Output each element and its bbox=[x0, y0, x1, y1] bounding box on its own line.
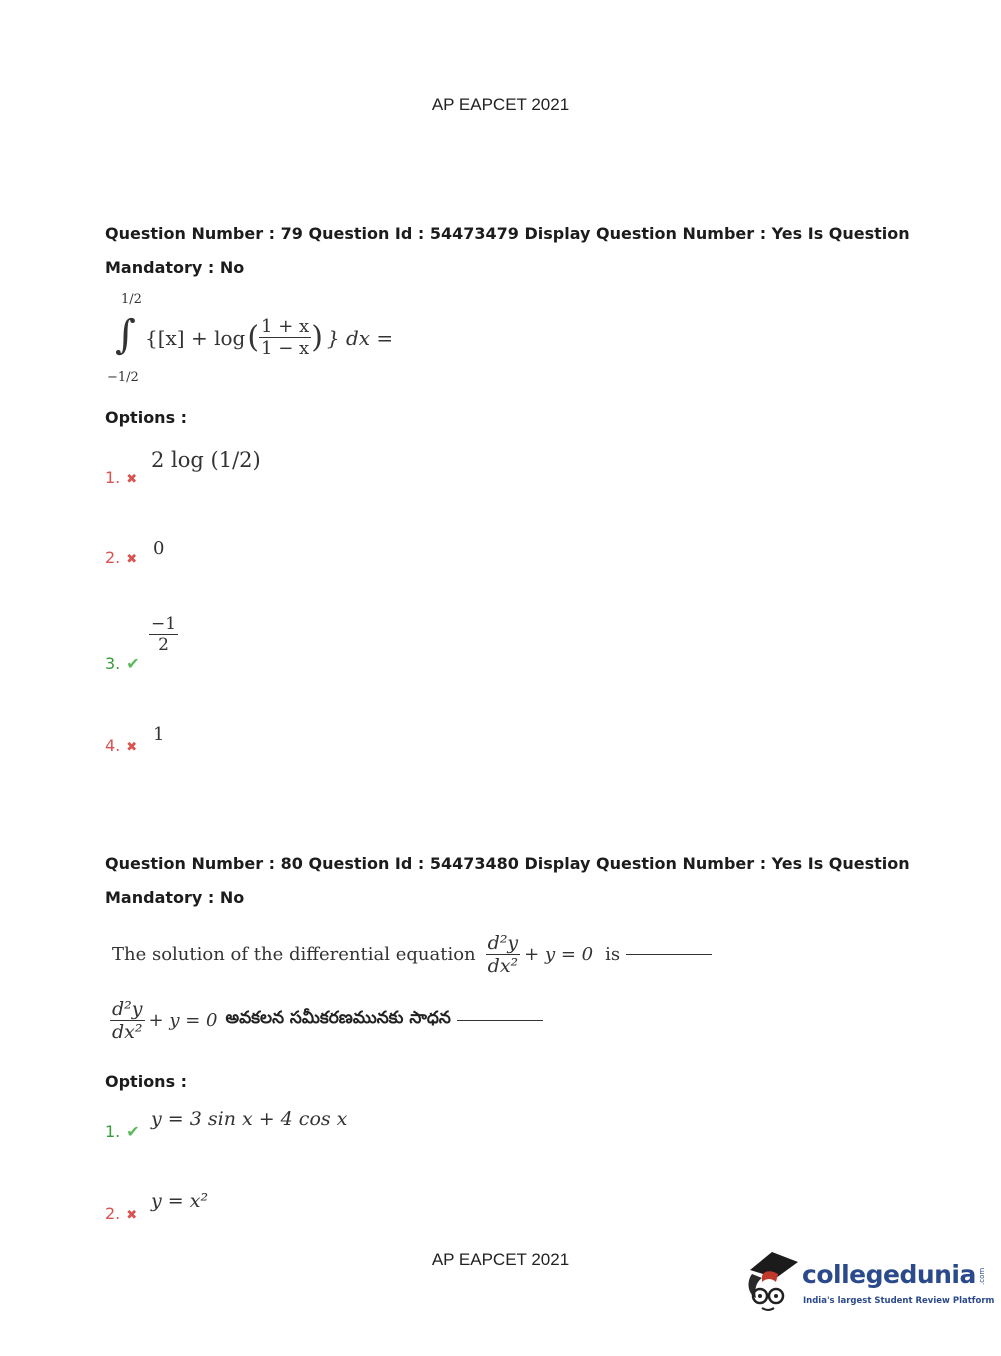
question-79-header-line2: Mandatory : No bbox=[105, 258, 245, 277]
option-text: 0 bbox=[153, 538, 165, 559]
question-79-header bbox=[105, 217, 910, 285]
option-number bbox=[105, 1204, 137, 1223]
option-text: 2 log (1/2) bbox=[151, 448, 261, 472]
integrand-end: } dx = bbox=[326, 325, 394, 350]
derivative-fraction bbox=[486, 932, 521, 977]
option-fraction bbox=[149, 614, 178, 655]
option-number bbox=[105, 548, 137, 567]
logo-text bbox=[802, 1260, 1001, 1289]
option-number bbox=[105, 654, 140, 673]
question-79-option-1[interactable] bbox=[105, 444, 405, 487]
question-80-header-line2: Mandatory : No bbox=[105, 888, 245, 907]
option-number-label: 3. bbox=[105, 654, 121, 673]
statement-en-prefix: The solution of the differential equation bbox=[112, 943, 476, 965]
option-number-label: 1. bbox=[105, 468, 121, 487]
collegedunia-logo[interactable] bbox=[742, 1248, 995, 1318]
cross-icon: ✖ bbox=[126, 552, 138, 567]
question-80-statement-te bbox=[110, 990, 543, 1050]
logo-suffix: .com bbox=[977, 1267, 986, 1285]
integrand-fraction-numerator: 1 + x bbox=[261, 316, 310, 337]
statement-en-suffix: is bbox=[605, 943, 621, 965]
check-icon: ✔ bbox=[126, 1122, 140, 1141]
option-fraction-denominator: 2 bbox=[158, 635, 169, 655]
integrand-start: {[x] + log bbox=[145, 325, 246, 350]
question-80-options-label: Options : bbox=[105, 1072, 188, 1091]
statement-te-text: అవకలన సమీకరణమునకు సాధన bbox=[225, 1008, 451, 1028]
answer-blank-te bbox=[457, 1020, 543, 1021]
question-80-statement-en bbox=[112, 924, 712, 984]
integral-sign: ∫ bbox=[115, 312, 136, 358]
derivative-fraction-te bbox=[110, 998, 145, 1043]
question-80-header-line1: Question Number : 80 Question Id : 54473480 Display Question Number : Yes Is Question bbox=[105, 854, 910, 873]
option-text: y = 3 sin x + 4 cos x bbox=[151, 1108, 348, 1130]
integrand-fraction bbox=[259, 316, 311, 359]
question-79-header-line1: Question Number : 79 Question Id : 54473479 Display Question Number : Yes Is Question bbox=[105, 224, 910, 243]
option-number bbox=[105, 1122, 140, 1141]
logo-brand: collegedunia bbox=[802, 1260, 976, 1289]
derivative-numerator-te: d²y bbox=[112, 997, 143, 1020]
mascot-icon bbox=[742, 1248, 800, 1314]
derivative-denominator: dx² bbox=[487, 954, 519, 977]
question-79-option-4[interactable] bbox=[105, 722, 405, 762]
option-number-label: 2. bbox=[105, 1204, 121, 1223]
option-text: 1 bbox=[153, 724, 165, 745]
check-icon: ✔ bbox=[126, 654, 140, 673]
option-number bbox=[105, 736, 137, 755]
cross-icon: ✖ bbox=[126, 740, 138, 755]
question-79-integral bbox=[105, 290, 505, 390]
derivative-denominator-te: dx² bbox=[112, 1020, 143, 1043]
question-79-options-label: Options : bbox=[105, 408, 188, 427]
equation-rest: + y = 0 bbox=[524, 943, 594, 965]
page-footer: AP EAPCET 2021 bbox=[431, 1250, 570, 1269]
logo-tagline: India's largest Student Review Platform bbox=[803, 1296, 995, 1306]
page-header: AP EAPCET 2021 bbox=[431, 95, 570, 114]
question-80-option-1[interactable] bbox=[105, 1106, 505, 1146]
question-79-option-3[interactable] bbox=[105, 612, 405, 678]
option-number-label: 2. bbox=[105, 548, 121, 567]
derivative-numerator: d²y bbox=[487, 931, 519, 954]
option-number-label: 4. bbox=[105, 736, 121, 755]
integrand-fraction-denominator: 1 − x bbox=[261, 338, 310, 359]
question-80-option-2[interactable] bbox=[105, 1188, 505, 1228]
option-number bbox=[105, 468, 137, 487]
integral-lower-limit: −1/2 bbox=[107, 370, 139, 385]
option-fraction-numerator: −1 bbox=[151, 614, 177, 634]
question-79-option-2[interactable] bbox=[105, 536, 405, 576]
option-number-label: 1. bbox=[105, 1122, 121, 1141]
question-80-header bbox=[105, 847, 910, 915]
cross-icon: ✖ bbox=[126, 472, 138, 487]
equation-rest-te: + y = 0 bbox=[148, 1009, 218, 1031]
integral-upper-limit: 1/2 bbox=[121, 292, 142, 307]
option-text: y = x² bbox=[151, 1190, 209, 1212]
answer-blank bbox=[626, 954, 712, 955]
integrand: {[x] + log ( $\frac{1 + x}{1 - x}$ ) } dx = bbox=[145, 316, 394, 359]
cross-icon: ✖ bbox=[126, 1208, 138, 1223]
